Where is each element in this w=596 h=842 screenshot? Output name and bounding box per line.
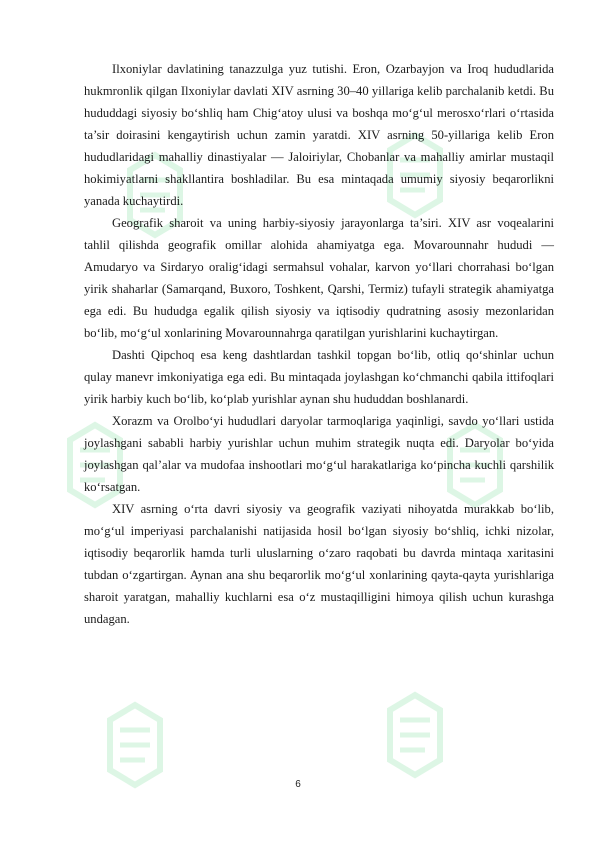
- paragraph: Geografik sharoit va uning harbiy-siyosiy jarayonlarga ta’siri. XIV asr voqealarini tahlil qilishda geografik omillar alohida ahamiyatga ega. Movarounnahr hududi — Amudaryo va Sirdaryo oralig‘idagi sermahsul vohalar, karvon yo‘llari chorrahasi bo‘lgan yirik shaharlar (Samarqand, Buxoro, Toshkent, Qarshi, Termiz) tufayli strategik ahamiyatga ega edi. Bu hududga egalik qilish siyosiy va iqtisodiy qudratning asosiy mezonlaridan bo‘lib, mo‘g‘ul xonlarining Movarounnahrga qaratilgan yurishlarini kuchaytirgan.: [84, 216, 554, 340]
- page-number: 6: [295, 779, 301, 790]
- watermark-logo-icon: [380, 690, 450, 780]
- paragraph: Ilxoniylar davlatining tanazzulga yuz tutishi. Eron, Ozarbayjon va Iroq hududlarida hukmronlik qilgan Ilxoniylar davlati XIV asrning 30–40 yillariga kelib parchalanib ketdi. Bu hududdagi siyosiy bo‘shliq ham Chig‘atoy ulusi va boshqa mo‘g‘ul merosxo‘rlari o‘rtasida ta’sir doirasini kengaytirish uchun zamin yaratdi. XIV asrning 50-yillariga kelib Eron hududlaridagi mahalliy dinastiyalar — Jaloiriylar, Chobanlar va mahalliy amirlar mustaqil hokimiyatlarni shakllantira boshladilar. Bu esa mintaqada umumiy siyosiy beqarorlikni yanada kuchaytirdi.: [84, 62, 554, 208]
- paragraph: XIV asrning o‘rta davri siyosiy va geografik vaziyati nihoyatda murakkab bo‘lib, mo‘g‘ul imperiyasi parchalanishi natijasida hosil bo‘lgan siyosiy bo‘shliq, ichki nizolar, iqtisodiy beqarorlik hamda turli uluslarning o‘zaro raqobati bu davrda mintaqa xaritasini tubdan o‘zgartirgan. Aynan ana shu beqarorlik mo‘g‘ul xonlarining qayta-qayta yurishlariga sharoit yaratgan, mahalliy kuchlarni esa o‘z mustaqilligini himoya qilish uchun kurashga undagan.: [84, 502, 554, 626]
- body-text: [84, 58, 554, 630]
- paragraph: Xorazm va Orolbo‘yi hududlari daryolar tarmoqlariga yaqinligi, savdo yo‘llari ustida joylashgani sababli harbiy yurishlar uchun muhim strategik nuqta edi. Daryolar bo‘yida joylashgan qal’alar va mudofaa inshootlari mo‘g‘ul harakatlariga ko‘pincha kuchli qarshilik ko‘rsatgan.: [84, 414, 554, 494]
- paragraph: Dashti Qipchoq esa keng dashtlardan tashkil topgan bo‘lib, otliq qo‘shinlar uchun qulay manevr imkoniyatiga ega edi. Bu mintaqada joylashgan ko‘chmanchi qabila ittifoqlari yirik harbiy kuch bo‘lib, ko‘plab yurishlar aynan shu hududdan boshlanardi.: [84, 348, 554, 406]
- watermark-logo-icon: [100, 700, 170, 790]
